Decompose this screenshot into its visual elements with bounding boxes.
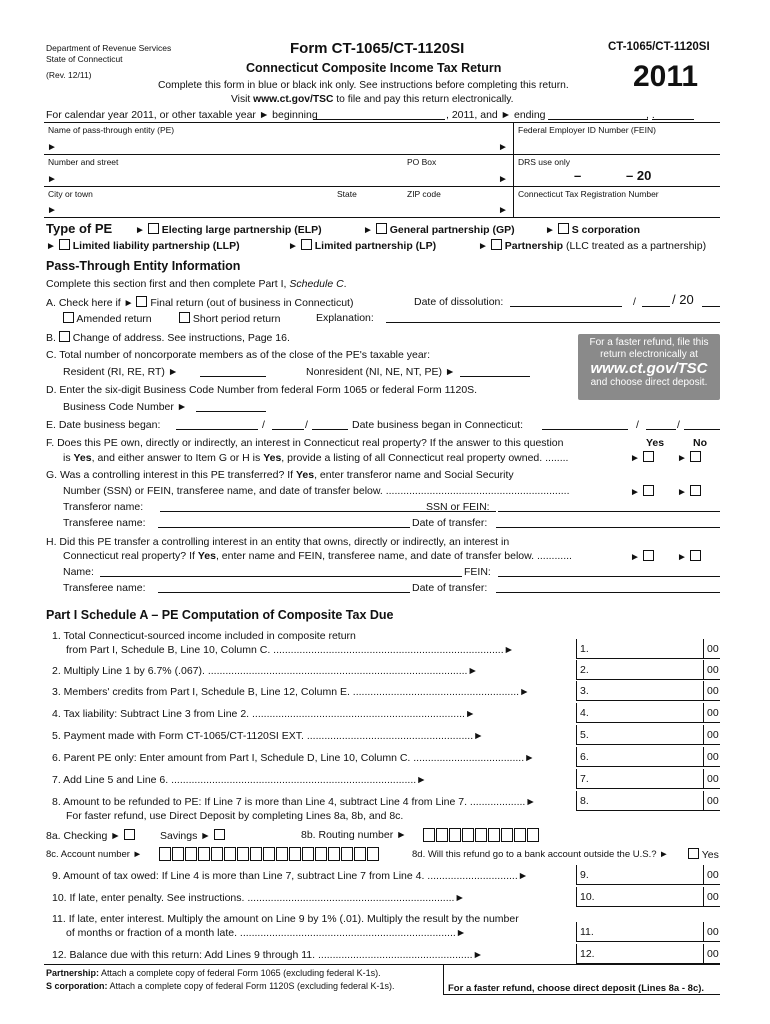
e-ct-slash1: / <box>636 419 639 431</box>
partnership-option[interactable]: ► Partnership (LLC treated as a partnership) <box>478 240 707 252</box>
street-arrow: ► <box>47 174 57 185</box>
line-1-text: 1. Total Connecticut-sourced income included in composite return <box>52 630 356 642</box>
transfer-date-label: Date of transfer: <box>412 517 488 529</box>
account-number-boxes[interactable] <box>159 847 380 861</box>
line-7-amount-field[interactable] <box>576 769 720 789</box>
ct-began-month-field[interactable] <box>542 429 628 430</box>
d-bcn-label: Business Code Number ► <box>63 401 188 413</box>
line-6-amount-field[interactable] <box>576 747 720 767</box>
partnership-checkbox[interactable] <box>491 239 502 250</box>
line-2-amount-field[interactable] <box>576 660 720 680</box>
line-3-number: 3. <box>580 685 589 697</box>
dissolution-month-field[interactable] <box>510 306 622 307</box>
b-change-address[interactable]: B. Change of address. See instructions, Page 16. <box>46 332 290 344</box>
line-4-number: 4. <box>580 707 589 719</box>
footer-faster: For a faster refund, choose direct deposit (Lines 8a - 8c). <box>448 983 705 994</box>
ssn-fein-field[interactable] <box>498 511 720 512</box>
c-resident-label: Resident (RI, RE, RT) ► <box>63 366 179 378</box>
h-fein-label: FEIN: <box>464 566 491 578</box>
line-6-text: 6. Parent PE only: Enter amount from Part I, Schedule D, Line 10, Column C. ......................................► <box>52 752 535 764</box>
outside-us-checkbox[interactable] <box>688 848 699 859</box>
dissolution-year-field[interactable] <box>702 306 720 307</box>
elp-checkbox[interactable] <box>148 223 159 234</box>
pass-through-heading: Pass-Through Entity Information <box>46 259 241 273</box>
e-ct-slash2: / <box>677 419 680 431</box>
h-no-checkbox[interactable] <box>690 550 701 561</box>
c-text: C. Total number of noncorporate members as of the close of the PE's taxable year: <box>46 349 431 361</box>
began-month-field[interactable] <box>176 429 258 430</box>
end-year-field[interactable] <box>652 119 694 120</box>
dept-name: Department of Revenue Services <box>46 43 172 53</box>
dissolution-slash: / <box>633 296 636 308</box>
dissolution-20: / 20 <box>672 292 694 307</box>
scorp-option[interactable]: ► S corporation <box>545 224 641 236</box>
account-digit[interactable] <box>172 847 184 861</box>
final-return-checkbox[interactable] <box>136 296 147 307</box>
line-11-text: 11. If late, enter interest. Multiply the amount on Line 9 by 1% (.01). Multiply the result by the number <box>52 913 519 925</box>
line-1-amount-field[interactable] <box>576 639 720 659</box>
callout-line3: and choose direct deposit. <box>590 377 708 388</box>
line-3-text: 3. Members' credits from Part I, Schedule B, Line 12, Column E. .........................................................► <box>52 686 530 698</box>
city-field[interactable] <box>60 200 330 217</box>
c-nonresident-label: Nonresident (NI, NE, NT, PE) ► <box>306 366 456 378</box>
callout-url[interactable]: www.ct.gov/TSC <box>590 360 708 377</box>
explanation-field[interactable] <box>386 322 720 323</box>
pe-name-label: Name of pass-through entity (PE) <box>48 125 175 135</box>
pe-name-arrow: ► <box>47 142 57 153</box>
g-no[interactable]: ► <box>677 485 701 498</box>
amended-option[interactable]: Amended return <box>63 312 152 325</box>
e-slash2: / <box>305 419 308 431</box>
routing-digit[interactable] <box>449 828 461 842</box>
form-id: CT-1065/CT-1120SI <box>608 41 710 53</box>
e-ct-label: Date business began in Connecticut: <box>352 419 524 431</box>
l8d-text: 8d. Will this refund go to a bank account outside the U.S.? ► <box>412 849 669 860</box>
change-address-checkbox[interactable] <box>59 331 70 342</box>
h-yes[interactable]: ► <box>630 550 654 563</box>
g-yes[interactable]: ► <box>630 485 654 498</box>
ssn-label: SSN or FEIN: <box>426 501 490 513</box>
l8a-checking[interactable]: 8a. Checking ► <box>46 829 135 842</box>
visit-url[interactable]: www.ct.gov/TSC <box>253 94 334 105</box>
line-1-number: 1. <box>580 643 589 655</box>
street-field[interactable] <box>60 168 400 186</box>
end-date-field[interactable] <box>548 119 648 120</box>
account-digit[interactable] <box>211 847 223 861</box>
zip-field[interactable] <box>406 200 496 217</box>
no-header: No <box>693 437 707 449</box>
savings-checkbox[interactable] <box>214 829 225 840</box>
ct-began-day-field[interactable] <box>646 429 676 430</box>
account-digit[interactable] <box>289 847 301 861</box>
transferee-field[interactable] <box>158 527 410 528</box>
line-8-text: 8. Amount to be refunded to PE: If Line 7 is more than Line 4, subtract Line 4 from Line 7. ...................► <box>52 796 536 808</box>
line-8-amount-field[interactable] <box>576 791 720 811</box>
line-8-text-cont: For faster refund, use Direct Deposit by completing Lines 8a, 8b, and 8c. <box>66 810 404 822</box>
account-digit[interactable] <box>237 847 249 861</box>
account-digit[interactable] <box>354 847 366 861</box>
line-12-cents: 00 <box>707 948 719 960</box>
line-7-cents: 00 <box>707 773 719 785</box>
line-12-amount-field[interactable] <box>576 944 720 964</box>
account-digit[interactable] <box>250 847 262 861</box>
line-2-text: 2. Multiply Line 1 by 6.7% (.067). .........................................................................................► <box>52 665 478 677</box>
line-12-number: 12. <box>580 948 595 960</box>
began-day-field[interactable] <box>272 429 304 430</box>
f-yes-checkbox[interactable] <box>643 451 654 462</box>
line-6-number: 6. <box>580 751 589 763</box>
ct-began-year-field[interactable] <box>684 429 720 430</box>
account-digit[interactable] <box>302 847 314 861</box>
line-8-cents: 00 <box>707 795 719 807</box>
f-text2: is Yes, and either answer to Item G or H is Yes, provide a listing of all Connecticut real property owned. ........ <box>63 452 569 464</box>
footer-scorp: S corporation: Attach a complete copy of federal Form 1120S (excluding federal K-1s). <box>46 981 395 991</box>
h-name-field[interactable] <box>100 576 462 577</box>
state-label: State <box>337 189 357 199</box>
line-10-amount-field[interactable] <box>576 887 720 907</box>
line-5-amount-field[interactable] <box>576 725 720 745</box>
type-pe-heading: Type of PE <box>46 221 113 236</box>
resident-count-field[interactable] <box>200 376 266 377</box>
zip-label: ZIP code <box>407 189 441 199</box>
h-yes-checkbox[interactable] <box>643 550 654 561</box>
routing-digit[interactable] <box>501 828 513 842</box>
callout-line1: For a faster refund, file this <box>589 337 709 348</box>
calendar-end: , . <box>646 109 655 121</box>
line-12-text: 12. Balance due with this return: Add Lines 9 through 11. .....................................................► <box>52 949 483 961</box>
gp-checkbox[interactable] <box>376 223 387 234</box>
e-label: E. Date business began: <box>46 419 161 431</box>
began-year-field[interactable] <box>312 429 348 430</box>
l8b-routing: 8b. Routing number ► <box>301 829 407 841</box>
pobox-field[interactable] <box>406 168 496 186</box>
lp-option[interactable]: ► Limited partnership (LP) <box>288 240 437 252</box>
form-subtitle: Connecticut Composite Income Tax Return <box>246 61 502 75</box>
callout-line2: return electronically at <box>600 349 698 360</box>
pass-through-intro: Complete this section first and then complete Part I, Schedule C. <box>46 278 347 290</box>
footer-partnership: Partnership: Attach a complete copy of federal Form 1065 (excluding federal K-1s). <box>46 968 381 978</box>
llp-option[interactable]: ► Limited liability partnership (LLP) <box>46 240 240 252</box>
line-11-amount-field[interactable] <box>576 922 720 942</box>
account-digit[interactable] <box>328 847 340 861</box>
account-digit[interactable] <box>315 847 327 861</box>
line-9-number: 9. <box>580 869 589 881</box>
transferee-label: Transferee name: <box>63 517 146 529</box>
schedule-a-heading: Part I Schedule A – PE Computation of Composite Tax Due <box>46 608 394 622</box>
pe-name-arrow-end: ► <box>498 142 508 153</box>
l8c-account: 8c. Account number ► <box>46 849 143 860</box>
dissolution-label: Date of dissolution: <box>414 296 504 308</box>
line-6-cents: 00 <box>707 751 719 763</box>
routing-digit[interactable] <box>527 828 539 842</box>
short-period-option[interactable]: Short period return <box>179 312 280 325</box>
routing-digit[interactable] <box>462 828 474 842</box>
efile-callout <box>578 334 720 400</box>
line-10-cents: 00 <box>707 891 719 903</box>
visit-line: Visit www.ct.gov/TSC to file and pay this return electronically. <box>231 94 514 105</box>
elp-option[interactable]: ► Electing large partnership (ELP) <box>135 224 322 236</box>
h-name-label: Name: <box>63 566 94 578</box>
f-no[interactable]: ► <box>677 451 701 464</box>
line-3-cents: 00 <box>707 685 719 697</box>
calendar-label: For calendar year 2011, or other taxable year ► beginning <box>46 109 318 121</box>
line-11-cents: 00 <box>707 926 719 938</box>
drs-label: DRS use only <box>518 157 570 167</box>
h-transferee-field[interactable] <box>158 592 410 593</box>
reg-number-field[interactable] <box>518 200 718 217</box>
gp-option[interactable]: ► General partnership (GP) <box>363 224 515 236</box>
e-slash1: / <box>262 419 265 431</box>
zip-arrow: ► <box>498 205 508 216</box>
line-2-number: 2. <box>580 664 589 676</box>
fein-label: Federal Employer ID Number (FEIN) <box>518 125 656 135</box>
line-7-text: 7. Add Line 5 and Line 6. ....................................................................................► <box>52 774 427 786</box>
yes-header: Yes <box>646 437 665 449</box>
line-9-cents: 00 <box>707 869 719 881</box>
account-digit[interactable] <box>198 847 210 861</box>
scorp-checkbox[interactable] <box>558 223 569 234</box>
checking-checkbox[interactable] <box>124 829 135 840</box>
account-digit[interactable] <box>159 847 171 861</box>
amended-checkbox[interactable] <box>63 312 74 323</box>
routing-digit[interactable] <box>514 828 526 842</box>
line-1-cents: 00 <box>707 643 719 655</box>
line-5-number: 5. <box>580 729 589 741</box>
h-no[interactable]: ► <box>677 550 701 563</box>
account-digit[interactable] <box>367 847 379 861</box>
line-3-amount-field[interactable] <box>576 681 720 701</box>
d-text: D. Enter the six-digit Business Code Number from federal Form 1065 or federal Form 1120S. <box>46 384 478 396</box>
fein-field[interactable] <box>518 136 718 154</box>
ink-instructions: Complete this form in blue or black ink only. See instructions before completing this return. <box>158 80 569 91</box>
city-label: City or town <box>48 189 93 199</box>
line-9-amount-field[interactable] <box>576 865 720 885</box>
state-name: State of Connecticut <box>46 54 123 64</box>
a-label: A. Check here if ► Final return (out of business in Connecticut) <box>46 297 354 309</box>
dissolution-day-field[interactable] <box>642 306 670 307</box>
begin-date-field[interactable] <box>313 119 445 120</box>
routing-digit[interactable] <box>488 828 500 842</box>
account-digit[interactable] <box>276 847 288 861</box>
pobox-arrow: ► <box>498 174 508 185</box>
llp-checkbox[interactable] <box>59 239 70 250</box>
routing-number-boxes[interactable] <box>423 828 540 842</box>
routing-digit[interactable] <box>423 828 435 842</box>
state-field[interactable] <box>336 200 400 217</box>
l8d-yes[interactable]: Yes <box>688 848 719 861</box>
tax-year: 2011 <box>633 60 699 93</box>
line-1-text-cont: from Part I, Schedule B, Line 10, Column C. ...............................................................................► <box>66 644 515 656</box>
account-digit[interactable] <box>224 847 236 861</box>
g-no-checkbox[interactable] <box>690 485 701 496</box>
lp-checkbox[interactable] <box>301 239 312 250</box>
drs-dash: – <box>574 168 582 183</box>
short-period-checkbox[interactable] <box>179 312 190 323</box>
city-arrow: ► <box>47 205 57 216</box>
line-8-number: 8. <box>580 795 589 807</box>
f-text1: F. Does this PE own, directly or indirectly, an interest in Connecticut real property? If the answer to this question <box>46 437 564 449</box>
line-2-cents: 00 <box>707 664 719 676</box>
account-digit[interactable] <box>263 847 275 861</box>
line-4-cents: 00 <box>707 707 719 719</box>
transfer-date-field[interactable] <box>496 527 720 528</box>
reg-label: Connecticut Tax Registration Number <box>518 189 659 199</box>
street-label: Number and street <box>48 157 119 167</box>
line-5-text: 5. Payment made with Form CT-1065/CT-1120SI EXT. .........................................................► <box>52 730 484 742</box>
routing-digit[interactable] <box>436 828 448 842</box>
line-11-text-cont: of months or fraction of a month late. ..........................................................................► <box>66 927 467 939</box>
transferor-label: Transferor name: <box>63 501 144 513</box>
f-yes[interactable]: ► <box>630 451 654 464</box>
pobox-label: PO Box <box>407 157 437 167</box>
nonresident-count-field[interactable] <box>460 376 530 377</box>
h-date-field[interactable] <box>496 592 720 593</box>
pe-name-field[interactable] <box>60 136 496 154</box>
form-title: Form CT-1065/CT-1120SI <box>290 40 465 57</box>
line-5-cents: 00 <box>707 729 719 741</box>
routing-digit[interactable] <box>475 828 487 842</box>
line-9-text: 9. Amount of tax owed: If Line 4 is more than Line 7, subtract Line 7 from Line 4. ...............................► <box>52 870 529 882</box>
line-11-number: 11. <box>580 926 594 938</box>
h-transferee-label: Transferee name: <box>63 582 146 594</box>
account-digit[interactable] <box>185 847 197 861</box>
f-no-checkbox[interactable] <box>690 451 701 462</box>
h-fein-field[interactable] <box>498 576 720 577</box>
calendar-mid: , 2011, and ► ending <box>446 109 546 121</box>
l8a-savings[interactable]: Savings ► <box>160 829 225 842</box>
h-text2: Connecticut real property? If Yes, enter name and FEIN, transferee name, and date of transfer below. ............ <box>63 550 572 562</box>
g-yes-checkbox[interactable] <box>643 485 654 496</box>
line-4-text: 4. Tax liability: Subtract Line 3 from Line 2. .........................................................................► <box>52 708 476 720</box>
business-code-field[interactable] <box>196 411 266 412</box>
h-text1: H. Did this PE transfer a controlling interest in an entity that owns, directly or indirectly, an interest in <box>46 536 510 548</box>
line-7-number: 7. <box>580 773 589 785</box>
revision: (Rev. 12/11) <box>46 70 92 80</box>
explanation-label: Explanation: <box>316 312 374 324</box>
line-10-text: 10. If late, enter penalty. See instructions. .......................................................................► <box>52 892 465 904</box>
line-4-amount-field[interactable] <box>576 703 720 723</box>
h-date-label: Date of transfer: <box>412 582 488 594</box>
g-text1: G. Was a controlling interest in this PE transferred? If Yes, enter transferor name and Social Security <box>46 469 514 481</box>
g-text2: Number (SSN) or FEIN, transferee name, and date of transfer below. ............................................................... <box>63 485 570 497</box>
account-digit[interactable] <box>341 847 353 861</box>
line-10-number: 10. <box>580 891 595 903</box>
drs-20: – 20 <box>626 168 652 183</box>
